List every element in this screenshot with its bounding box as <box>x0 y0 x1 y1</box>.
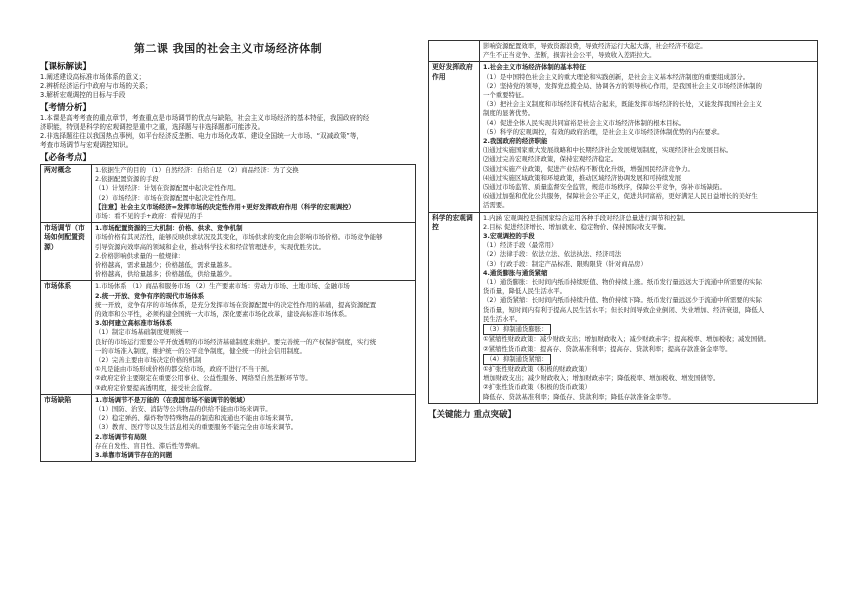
row-content <box>480 212 818 403</box>
row-label <box>429 41 480 62</box>
cell-line: ①凡是能由市场形成价格的都交给市场，政府不进行不当干预。 <box>95 365 274 374</box>
table-row <box>41 223 416 281</box>
curriculum-line: 2.辨析经济运行中政府与市场的关系； <box>40 82 152 90</box>
cell-line: 2.目标 促进经济增长、增加就业、稳定物价、保持国际收支平衡。 <box>483 222 671 231</box>
cell-line: （2）稳定弹药、爆炸物等特殊物品的制造和流通也不能由市场来调节。 <box>95 414 298 423</box>
cell-line: 市场：看不见的手+政府：看得见的手 <box>95 212 203 221</box>
cell-line: 价格越高，需求量越少；价格越低，需求量越多。 <box>95 261 236 270</box>
cell-line: 市场价格有其灵活性，能够反映供求状况及其变化，市场供求的变化由会影响市场价格。市场竞争能够 <box>95 233 383 242</box>
cell-line: 价格越高，供给量越多；价格越低，供给量越少。 <box>95 270 236 279</box>
table-row <box>429 41 818 62</box>
row-content <box>92 165 416 223</box>
cell-line: ⑹通过加强和优化公共服务，保障社会公平正义，促进共同富裕，更好满足人民日益增长的美好生 <box>483 192 758 201</box>
cell-line: ⑵通过完善宏观经济政策，保持宏观经济稳定。 <box>483 155 618 164</box>
cell-line: （2）通货紧缩：长时间内纸币持续升值、物价持续下降。纸币发行量远远少于流通中所需要的实际 <box>483 296 762 305</box>
cell-line: ③政府定价要提高透明度，接受社会监督。 <box>95 383 216 392</box>
cell-line: （2）完善主要由市场决定价格的机制 <box>95 356 202 365</box>
table-row <box>41 394 416 461</box>
cell-line: （3）行政手段：制定产品标准、限购限贷（针对商品房） <box>483 259 647 268</box>
cell-line: 2.统一开放、竞争有序的现代市场体系 <box>95 291 205 300</box>
cell-line: ⑷通过实施区域政策和环境政策，推动区域经济协调发展和可持续发展 <box>483 173 682 182</box>
exam-line: 2.非选择题往往以我国热点事例，如平台经济反垄断、电力市场化改革、建设全国统一大市场、“双减政策”等， <box>40 132 364 140</box>
cell-line: 货币量，降低人民生活水平。 <box>483 287 567 296</box>
cell-line: 3.宏观调控的手段 <box>483 232 535 241</box>
cell-line: （2）法律手段：依法立法、依法执法、经济司法 <box>483 250 622 259</box>
cell-line: 制度的显著优势。 <box>483 109 535 118</box>
cell-line: （5）科学的宏观调控，有效的政府治理，是社会主义市场经济体制优势的内在要求。 <box>483 127 724 136</box>
cell-line: ②扩张性货币政策（积极的货币政策） <box>483 383 591 392</box>
row-content <box>480 41 818 62</box>
cell-line: 1.市场调节不是万能的（在我国市场不能调节的领域） <box>95 395 249 404</box>
cell-line: （1）制定市场基础制度规则统一 <box>95 328 189 337</box>
cell-line: （1）计划经济：计划在资源配置中起决定性作用。 <box>95 184 240 193</box>
cell-line: ①扩张性财政政策（积极的财政政策） <box>483 364 591 373</box>
boxed-line: （3）抑制通货膨胀： <box>483 324 551 335</box>
cell-line: （1）经济手段（最常用） <box>483 241 558 250</box>
cell-line: 2.价格影响供求量的一般规律： <box>95 251 185 260</box>
exam-line: 济职能，特别是科学的宏观调控是重中之重，选择题与非选择题都可能涉及。 <box>40 123 265 131</box>
cell-line: 1.市场配置资源的三大机制：价格、供求、竞争机制 <box>95 224 243 233</box>
cell-line: ①紧缩性财政政策：减少财政支出；增加财政收入；减少财政赤字；提高税率、增加税收；减发国债。 <box>483 335 770 344</box>
cell-line: 1.依据生产的目的 （1）自然经济：自给自足 （2）商品经济：为了交换 <box>95 166 299 174</box>
table-row <box>41 281 416 394</box>
cell-line: （4）促进全体人民实现共同富裕是社会主义市场经济体制的根本目标。 <box>483 118 686 127</box>
cell-line: 2.依据配置资源的手段 <box>95 175 159 184</box>
page-title: 第二课 我国的社会主义市场经济体制 <box>133 42 323 55</box>
table-row <box>41 165 416 223</box>
table-row <box>429 212 818 403</box>
cell-line: 民生活水平。 <box>483 314 522 323</box>
cell-line: 引导资源向效率高的领域和企业，推动科学技术和经营管理进步，实现优胜劣汰。 <box>95 242 326 251</box>
cell-line: 2.市场调节有局限 <box>95 432 147 441</box>
cell-line: 的效率和公平性，必须构建全国统一大市场，深化要素市场化改革，建设高标准市场体系。 <box>95 310 351 319</box>
right-table <box>428 40 818 404</box>
cell-line: 3.单靠市场调节存在的问题 <box>95 451 173 460</box>
cell-line: （3）教育、医疗等以及生活息相关的重要服务不能完全由市场来调节。 <box>95 423 298 432</box>
cell-line: 存在自发性、盲目性、滞后性等弊病。 <box>95 441 204 450</box>
row-content <box>92 281 416 394</box>
row-content <box>480 62 818 212</box>
table-row <box>429 62 818 212</box>
cell-line: （1）是中国特色社会主义的重大理论和实践创新，是社会主义基本经济制度的重要组成部分。 <box>483 72 750 81</box>
cell-line: 一的市场准入制度，维护统一的公平竞争制度，健全统一的社会信用制度。 <box>95 346 306 355</box>
row-label: 更好发挥政府作用 <box>429 62 480 212</box>
row-label: 市场调节（市场如何配置资源） <box>41 223 92 281</box>
left-column <box>40 40 416 462</box>
curriculum-line: 1.阐述建设高标准市场体系的意义； <box>40 73 146 81</box>
cell-line: 1.内涵 宏观调控是指国家综合运用各种手段对经济总量进行调节和控制。 <box>483 213 690 222</box>
cell-line: （1）通货膨胀：长时间内纸币持续贬值、物价持续上涨。纸币发行量远远大于流通中所需要的实际 <box>483 278 762 287</box>
cell-line: （2）市场经济：市场在资源配置中起决定性作用。 <box>95 193 240 202</box>
key-abilities-heading: 【关键能力 重点突破】 <box>428 409 516 420</box>
must-heading: 【必备考点】 <box>40 153 92 163</box>
cell-line: 产生不正当竞争、垄断，损害社会公平，导致收入差距拉大。 <box>483 51 656 60</box>
row-label: 两对概念 <box>41 165 92 223</box>
cell-line: 1.市场体系 （1）商品和服务市场 （2）生产要素市场：劳动力市场、土地市场、金融市场 <box>95 282 350 291</box>
cell-line: 货币量，短时间内有利于提高人民生活水平；但长时间导致企业倒闭、失业增加、经济衰退，降低人 <box>483 305 765 314</box>
cell-line: ⑸通过市场监管、质量监督安全监管，规范市场秩序，保障公平竞争，弥补市场缺陷。 <box>483 183 726 192</box>
cell-line: 3.如何建立高标准市场体系 <box>95 319 173 328</box>
cell-line: ②政府定价主要限定在重要公用事业、公益性服务、网络型自然垄断环节等。 <box>95 374 312 383</box>
row-label: 科学的宏观调控 <box>429 212 480 403</box>
cell-line: （3）把社会主义制度和市场经济有机结合起来，既能发挥市场经济的长处，又能发挥我国社会主义 <box>483 100 762 109</box>
cell-line: （2）坚持党的领导，发挥党总揽全局、协调各方的领导核心作用，是我国社会主义市场经济体制的 <box>483 81 762 90</box>
cell-line: 统一开放，竞争有序的市场体系，是充分发挥市场在资源配置中的决定性作用的基础，提高资源配置 <box>95 300 377 309</box>
cell-line: 降低存、贷款基准利率；降低存、贷款利率；降低存款准备金率等。 <box>483 392 675 401</box>
cell-line: 一个重要特征。 <box>483 91 528 100</box>
row-content <box>92 394 416 461</box>
row-content <box>92 223 416 281</box>
cell-line: （1）国防、治安、消防等公共物品的供给不能由市场来调节。 <box>95 405 272 414</box>
right-column <box>428 40 818 420</box>
left-table <box>40 164 416 462</box>
cell-line: ②紧缩性货币政策：提高存、贷款基准利率；提高存、贷款利率；提高存款准备金率等。 <box>483 344 732 353</box>
exam-line: 考查市场调节与宏观调控知识。 <box>40 141 133 149</box>
cell-line: 良好的市场运行需要公平开放透明的市场经济基础制度来维护。要完善统一的产权保护制度，实行统 <box>95 337 377 346</box>
cell-line: ⑴通过实施国家重大发展战略和中长期经济社会发展规划制度，实现经济社会发展目标。 <box>483 146 733 155</box>
cell-line: 2.我国政府的经济职能 <box>483 137 548 146</box>
row-label: 市场缺陷 <box>41 394 92 461</box>
cell-line: 增加财政支出；减少财政收入；增加财政赤字；降低税率、增加税收、增发国债等。 <box>483 374 720 383</box>
row-label: 市场体系 <box>41 281 92 394</box>
exam-line: 1.本课是高考考查的重点章节，考查重点是市场调节的优点与缺陷，社会主义市场经济的基本特征，我国政府的经 <box>40 114 370 122</box>
cell-line: 活需要。 <box>483 201 509 210</box>
cell-line: 影响资源配置效率，导致资源浪费，导致经济运行大起大落，社会经济不稳定。 <box>483 42 707 50</box>
curriculum-line: 3.解析宏观调控的目标与手段 <box>40 91 126 99</box>
curriculum-heading: 【课标解读】 <box>40 62 92 72</box>
cell-line: 4.通货膨胀与通货紧缩 <box>483 268 548 277</box>
cell-line: ⑶通过实施产业政策，促进产业结构不断优化升级，增强国民经济竞争力。 <box>483 164 694 173</box>
boxed-line: （4）抑制通货紧缩： <box>483 354 551 365</box>
cell-line: 1.社会主义市场经济体制的基本特征 <box>483 63 586 72</box>
exam-heading: 【考情分析】 <box>40 103 92 113</box>
cell-line: 【注意】社会主义市场经济=发挥市场的决定性作用+更好发挥政府作用（科学的宏观调控） <box>95 202 355 211</box>
